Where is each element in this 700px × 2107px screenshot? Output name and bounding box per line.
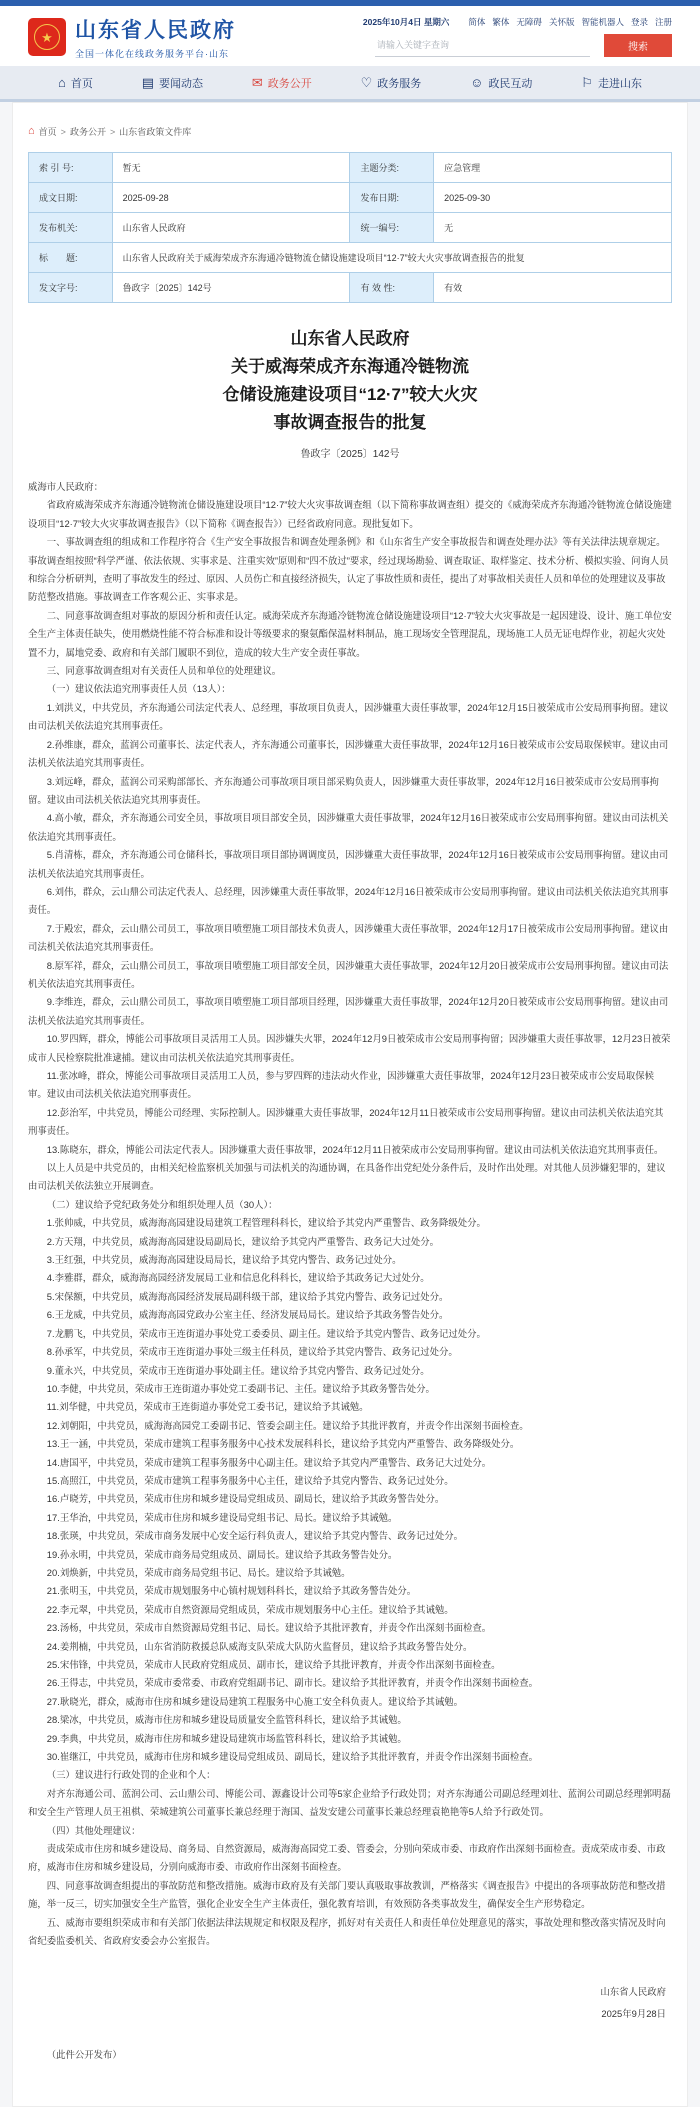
document-paragraph: 18.张瑛，中共党员，荣成市商务发展中心安全运行科负责人，建议给予其党内警告、政务记过处分。 <box>46 1530 463 1542</box>
meta-label-topic: 主题分类: <box>350 153 434 183</box>
document-paragraph: 19.孙永明，中共党员，荣成市商务局党组成员、副局长。建议给予其政务警告处分。 <box>46 1548 398 1560</box>
topbar-link[interactable]: 智能机器人 <box>581 17 624 27</box>
document-paragraph: （四）其他处理建议： <box>46 1824 141 1836</box>
document-paragraph: 以上人员是中共党员的，由相关纪检监察机关加强与司法机关的沟通协调，在具备作出党纪处分条件后，及时作出处理。对其他人员涉嫌犯罪的，建议由司法机关依法独立开展调查。 <box>28 1162 666 1192</box>
topbar-date: 2025年10月4日 星期六 <box>362 17 450 27</box>
document-paragraph: 四、同意事故调查组提出的事故防范和整改措施。威海市政府及有关部门要认真吸取事故教训，严格落实《调查报告》中提出的各项事故防范和整改措施，举一反三，切实加强安全生产监管，强化企业安全生产主体责任，强化教育培训，有效预防各类事故发生，确保安全生产形势稳定。 <box>28 1879 666 1910</box>
document-paragraph: （一）建议依法追究刑事责任人员（13人）： <box>46 683 231 695</box>
document-paragraph: 8.孙承军，中共党员，荣成市王连街道办事处三级主任科员，建议给予其党内警告、政务记过处分。 <box>46 1346 458 1358</box>
nav-item[interactable]: ✉ 政务公开 <box>251 75 312 90</box>
document-number: 鲁政字〔2025〕142号 <box>300 449 400 460</box>
nav-item-label: 政务公开 <box>267 77 312 90</box>
document-paragraph: 省政府威海荣成齐东海通冷链物流仓储设施建设项目“12·7”较大火灾事故调查组（以下简称事故调查组）提交的《威海荣成齐东海通冷链物流仓储设施建设项目“12·7”较大火灾事故调查报告》（以下简称《调查报告》）已经省政府同意。现批复如下。 <box>28 499 672 529</box>
document-paragraph: 5.宋保额，中共党员，威海海高园经济发展局副科级干部，建议给予其党内警告、政务记过处分。 <box>46 1290 449 1302</box>
home-icon: ⌂ <box>28 125 35 137</box>
nav-item[interactable]: ⌂ 首页 <box>58 75 93 90</box>
document-paragraph: 责成荣成市住房和城乡建设局、商务局、自然资源局，威海海高园党工委、管委会，分别向荣成市委、市政府作出深刻书面检查。责成荣成市委、市政府，威海市住房和城乡建设局，分别向威海市委、市政府作出深刻书面检查。 <box>28 1843 666 1873</box>
main-nav <box>0 66 700 102</box>
document-paragraph: 22.李元翠，中共党员，荣成市自然资源局党组成员，荣成市规划服务中心主任。建议给予其诫勉。 <box>46 1603 454 1615</box>
national-emblem-icon <box>28 18 66 56</box>
meta-label-org: 发布机关: <box>29 213 113 243</box>
emblem-star-glyph: ★ <box>34 24 60 50</box>
public-release-note: （此件公开发布） <box>46 2048 122 2060</box>
breadcrumb-item-current: 山东省政策文件库 <box>119 127 192 137</box>
document-paragraph: 20.刘焕新，中共党员，荣成市商务局党组书记、局长。建议给予其诫勉。 <box>46 1566 351 1578</box>
meta-value-org: 山东省人民政府 <box>112 213 350 243</box>
meta-value-written-date: 2025-09-28 <box>112 183 350 213</box>
meta-value-validity: 有效 <box>434 273 672 303</box>
document-paragraph: 3.刘远峰，群众，蓝润公司采购部部长、齐东海通公司事故项目项目部采购负责人，因涉嫌重大责任事故罪，2024年12月16日被荣成市公安局刑事拘留。建议由司法机关依法追究其刑事责任。 <box>28 775 659 805</box>
nav-item[interactable]: ☺ 政民互动 <box>470 75 533 90</box>
breadcrumb-item-disclosure[interactable]: 政务公开 <box>69 127 106 137</box>
topbar-link[interactable]: 注册 <box>654 17 672 27</box>
document-paragraph: 9.李维连，群众，云山鼎公司员工，事故项目喷塑施工项目部项目经理，因涉嫌重大责任事故罪，2024年12月20日被荣成市公安局刑事拘留。建议由司法机关依法追究其刑事责任。 <box>28 996 669 1026</box>
document-paragraph: 1.张帅威，中共党员，威海海高园建设局建筑工程管理科科长，建议给予其党内严重警告、政务降级处分。 <box>46 1217 486 1229</box>
topbar-link[interactable]: 关怀版 <box>548 17 575 27</box>
document-paragraph: 威海市人民政府： <box>28 481 104 492</box>
meta-value-index: 暂无 <box>112 153 350 183</box>
signature-org: 山东省人民政府 <box>600 1985 666 1997</box>
breadcrumb-separator: > <box>109 126 116 137</box>
meta-label-doc-no: 发文字号: <box>29 273 113 303</box>
document-paragraph: 26.王得志，中共党员，荣成市委常委、市政府党组副书记、副市长。建议给予其批评教育，并责令作出深刻书面检查。 <box>46 1677 538 1689</box>
document-paragraph: 25.宋伟锋，中共党员，荣成市人民政府党组成员、副市长，建议给予其批评教育，并责令作出深刻书面检查。 <box>46 1659 501 1670</box>
document-paragraph: 13.陈晓东，群众，博能公司法定代表人。因涉嫌重大责任事故罪，2024年12月11日被荣成市公安局刑事拘留。建议由司法机关依法追究其刑事责任。 <box>46 1143 664 1155</box>
meta-value-doc-no: 鲁政字〔2025〕142号 <box>112 273 350 303</box>
document-paragraph: 3.王红强，中共党员，威海海高园建设局局长，建议给予其党内警告、政务记过处分。 <box>46 1254 402 1266</box>
document-title-line: 关于威海荣成齐东海通冷链物流 <box>231 357 469 376</box>
document-paragraph: 13.王一涵，中共党员，荣成市建筑工程事务服务中心技术发展科科长，建议给予其党内严重警告、政务降级处分。 <box>46 1438 520 1450</box>
topbar-link[interactable]: 登录 <box>630 17 648 27</box>
document-paragraph: 9.董永兴，中共党员，荣成市王连街道办事处副主任。建议给予其党内警告、政务记过处分。 <box>46 1364 430 1376</box>
topbar-link[interactable]: 无障碍 <box>516 17 542 27</box>
document-paragraph: （二）建议给予党纪政务处分和组织处理人员（30人）： <box>46 1198 278 1210</box>
document-paragraph: 4.高小敏，群众，齐东海通公司安全员，事故项目项目部安全员，因涉嫌重大责任事故罪，2024年12月16日被荣成市公安局刑事拘留。建议由司法机关依法追究其刑事责任。 <box>28 812 669 842</box>
nav-item[interactable]: ⚐ 走进山东 <box>581 75 642 90</box>
signature-block <box>28 1981 672 2025</box>
document-title <box>28 325 672 437</box>
meta-label-code: 统一编号: <box>350 213 434 243</box>
meta-value-code: 无 <box>434 213 672 243</box>
meta-label-title: 标 题: <box>29 243 113 273</box>
topbar-links <box>363 16 672 28</box>
document-paragraph: 1.刘洪义，中共党员，齐东海通公司法定代表人、总经理，事故项目负责人，因涉嫌重大责任事故罪，2024年12月15日被荣成市公安局刑事拘留。建议由司法机关依法追究其刑事责任。 <box>28 701 669 732</box>
document-paragraph: 21.张明玉，中共党员，荣成市规划服务中心镇村规划科科长，建议给予其政务警告处分。 <box>46 1585 417 1597</box>
nav-item-label: 要闻动态 <box>159 77 204 90</box>
meta-label-validity: 有 效 性: <box>350 273 434 303</box>
meta-label-publish-date: 发布日期: <box>350 183 434 213</box>
nav-item-label: 走进山东 <box>597 77 642 90</box>
document-paragraph: 7.于殿宏，群众，云山鼎公司员工，事故项目喷塑施工项目部技术负责人，因涉嫌重大责任事故罪，2024年12月17日被荣成市公安局刑事拘留。建议由司法机关依法追究其刑事责任。 <box>28 922 669 953</box>
document-paragraph: 对齐东海通公司、蓝润公司、云山鼎公司、博能公司、源鑫设计公司等5家企业给予行政处罚；对齐东海通公司副总经理刘壮、蓝润公司副总经理郭明磊和安全生产管理人员王祖棋、荣城建筑公司董事长兼总经理于海国、益发安建公司董事长兼总经理袁艳艳等5人给予行政处罚。 <box>28 1787 671 1818</box>
document-paragraph: 一、事故调查组的组成和工作程序符合《生产安全事故报告和调查处理条例》和《山东省生产安全事故报告和调查处理办法》等有关法律法规章规定。事故调查组按照“科学严谨、依法依规、实事求是、注重实效”原则和“四不放过”要求，经过现场勘验、调查取证、取样鉴定、技术分析、模拟实验、问询人员和综合分析研判，查明了事故发生的经过、原因、人员伤亡和直接经济损失，认定了事故性质和责任，提出了对事故相关责任人员和单位的处理建议及事故防范整改措施。事故调查工作客观公正、实事求是。 <box>28 536 669 603</box>
search-button[interactable]: 搜索 <box>604 34 672 57</box>
document-paragraph: 27.耿晓光，群众，威海市住房和城乡建设局建筑工程服务中心施工安全科负责人。建议给予其诫勉。 <box>46 1695 463 1707</box>
document-paragraph: 16.卢晓芳，中共党员，荣成市住房和城乡建设局党组成员、副局长，建议给予其政务警告处分。 <box>46 1493 445 1505</box>
document-paragraph: （三）建议进行行政处罚的企业和个人： <box>46 1769 216 1781</box>
document-body <box>28 478 672 1951</box>
document-paragraph: 4.李雅群，群众，威海海高园经济发展局工业和信息化科科长，建议给予其政务记大过处分。 <box>46 1272 430 1284</box>
nav-item-label: 首页 <box>70 77 93 90</box>
topbar-link-list <box>461 16 672 28</box>
meta-label-written-date: 成文日期: <box>29 183 113 213</box>
search-input[interactable] <box>375 34 590 57</box>
document-paragraph: 29.李典，中共党员，威海市住房和城乡建设局建筑市场监管科科长，建议给予其诫勉。 <box>46 1732 407 1744</box>
document-paragraph: 2.孙维康，群众，蓝润公司董事长、法定代表人，齐东海通公司董事长，因涉嫌重大责任事故罪，2024年12月16日被荣成市公安局取保候审。建议由司法机关依法追究其刑事责任。 <box>28 738 669 769</box>
document-paragraph: 24.姜荆楠，中共党员，山东省消防救援总队威海支队荣成大队防火监督员，建议给予其政务警告处分。 <box>46 1640 473 1652</box>
site-title: 山东省人民政府 <box>75 19 236 42</box>
document-paragraph: 6.王龙威，中共党员，威海海高园党政办公室主任、经济发展局局长。建议给予其政务警告处分。 <box>46 1309 449 1321</box>
document-title-line: 山东省人民政府 <box>290 329 410 348</box>
document-paragraph: 12.刘朝阳，中共党员，威海海高园党工委副书记、管委会副主任。建议给予其批评教育，并责令作出深刻书面检查。 <box>46 1419 529 1431</box>
document-paragraph: 10.罗四辉，群众，博能公司事故项目灵活用工人员。因涉嫌失火罪，2024年12月9日被荣成市公安局刑事拘留；因涉嫌重大责任事故罪，12月23日被荣成市人民检察院批准逮捕。建议由司法机关依法追究其刑事责任。 <box>28 1033 671 1063</box>
document-paragraph: 11.刘华健，中共党员，荣成市王连街道办事处党工委书记，建议给予其诫勉。 <box>46 1401 369 1413</box>
document-paragraph: 12.彭治军，中共党员，博能公司经理、实际控制人。因涉嫌重大责任事故罪，2024年12月11日被荣成市公安局刑事拘留。建议由司法机关依法追究其刑事责任。 <box>28 1106 664 1137</box>
site-logo[interactable] <box>28 14 236 60</box>
nav-item[interactable]: ▤ 要闻动态 <box>141 75 204 90</box>
document-paragraph: 6.刘伟，群众，云山鼎公司法定代表人、总经理，因涉嫌重大责任事故罪，2024年12月16日被荣成市公安局刑事拘留。建议由司法机关依法追究其刑事责任。 <box>28 885 669 916</box>
document-paragraph: 11.张冰峰，群众，博能公司事故项目灵活用工人员，参与罗四辉的违法动火作业，因涉嫌重大责任事故罪，2024年12月23日被荣成市公安局取保候审。建议由司法机关依法追究刑事责任。 <box>28 1070 654 1100</box>
document-paragraph: 17.王华治，中共党员，荣成市住房和城乡建设局党组书记、局长。建议给予其诫勉。 <box>46 1511 398 1523</box>
site-subtitle: 全国一体化在线政务服务平台·山东 <box>75 49 229 59</box>
document-paragraph: 7.龙鹏飞，中共党员，荣成市王连街道办事处党工委委员、副主任。建议给予其党内警告、政务记过处分。 <box>46 1327 486 1339</box>
document-paragraph: 2.方天翔，中共党员，威海海高园建设局副局长，建议给予其党内严重警告、政务记大过处分。 <box>46 1235 439 1247</box>
meta-value-topic: 应急管理 <box>434 153 672 183</box>
site-header <box>0 6 700 66</box>
document-paragraph: 15.高照江，中共党员，荣成市建筑工程事务服务中心主任，建议给予其党内警告、政务记过处分。 <box>46 1474 454 1486</box>
breadcrumb-item-home[interactable]: 首页 <box>38 127 57 137</box>
document-meta-table <box>28 152 672 303</box>
document-paragraph: 14.唐国平，中共党员，荣成市建筑工程事务服务中心副主任。建议给予其党内严重警告、政务记大过处分。 <box>46 1456 492 1468</box>
breadcrumb-separator: > <box>60 126 66 137</box>
document-title-line: 事故调查报告的批复 <box>273 413 427 432</box>
document-paragraph: 30.崔继江，中共党员，威海市住房和城乡建设局党组成员、副局长，建议给予其批评教育，并责令作出深刻书面检查。 <box>46 1751 538 1763</box>
document-paragraph: 三、同意事故调查组对有关责任人员和单位的处理建议。 <box>46 665 282 677</box>
meta-label-index: 索 引 号: <box>29 153 113 183</box>
document-paragraph: 二、同意事故调查组对事故的原因分析和责任认定。威海荣成齐东海通冷链物流仓储设施建设项目“12·7”较大火灾事故是一起因建设、设计、施工单位安全生产主体责任缺失，使用燃烧性能不符合标准和设计等级要求的聚氨酯保温材料制品，施工现场安全管理混乱，现场施工人员无证电焊作业，初起火灾处置不力，属地党委、政府和有关部门履职不到位，造成的较大生产安全责任事故。 <box>28 609 672 658</box>
nav-item-label: 政务服务 <box>377 77 422 90</box>
topbar-link[interactable]: 简体 <box>468 17 486 27</box>
topbar-link[interactable]: 繁体 <box>492 17 510 27</box>
document-paragraph: 五、威海市要组织荣成市和有关部门依据法律法规规定和权限及程序，抓好对有关责任人和责任单位处理意见的落实，事故处理和整改落实情况及时向省纪委监委机关、省政府安委会办公室报告。 <box>28 1916 666 1947</box>
meta-value-publish-date: 2025-09-30 <box>434 183 672 213</box>
document-paragraph: 8.原军祥，群众，云山鼎公司员工，事故项目喷塑施工项目部安全员，因涉嫌重大责任事故罪，2024年12月20日被荣成市公安局刑事拘留。建议由司法机关依法追究其刑事责任。 <box>28 959 669 989</box>
document-paragraph: 28.梁冰，中共党员，威海市住房和城乡建设局质量安全监管科科长，建议给予其诫勉。 <box>46 1714 407 1726</box>
content-card <box>12 102 688 2107</box>
breadcrumb <box>28 125 672 138</box>
signature-date: 2025年9月28日 <box>601 2007 666 2019</box>
document-paragraph: 10.李健，中共党员，荣成市王连街道办事处党工委副书记、主任。建议给予其政务警告处分。 <box>46 1382 435 1394</box>
nav-item-label: 政民互动 <box>488 77 533 90</box>
document-title-line: 仓储设施建设项目“12·7”较大火灾 <box>222 385 478 404</box>
document-paragraph: 5.肖清栋，群众，齐东海通公司仓储科长，事故项目项目部协调调度员，因涉嫌重大责任事故罪，2024年12月16日被荣成市公安局刑事拘留。建议由司法机关依法追究其刑事责任。 <box>28 849 669 879</box>
document-paragraph: 23.汤杨，中共党员，荣成市自然资源局党组书记、局长。建议给予其批评教育，并责令作出深刻书面检查。 <box>46 1622 492 1634</box>
meta-value-title: 山东省人民政府关于威海荣成齐东海通冷链物流仓储设施建设项目“12·7”较大火灾事故调查报告的批复 <box>112 243 671 273</box>
nav-item[interactable]: ♡ 政务服务 <box>360 75 422 90</box>
